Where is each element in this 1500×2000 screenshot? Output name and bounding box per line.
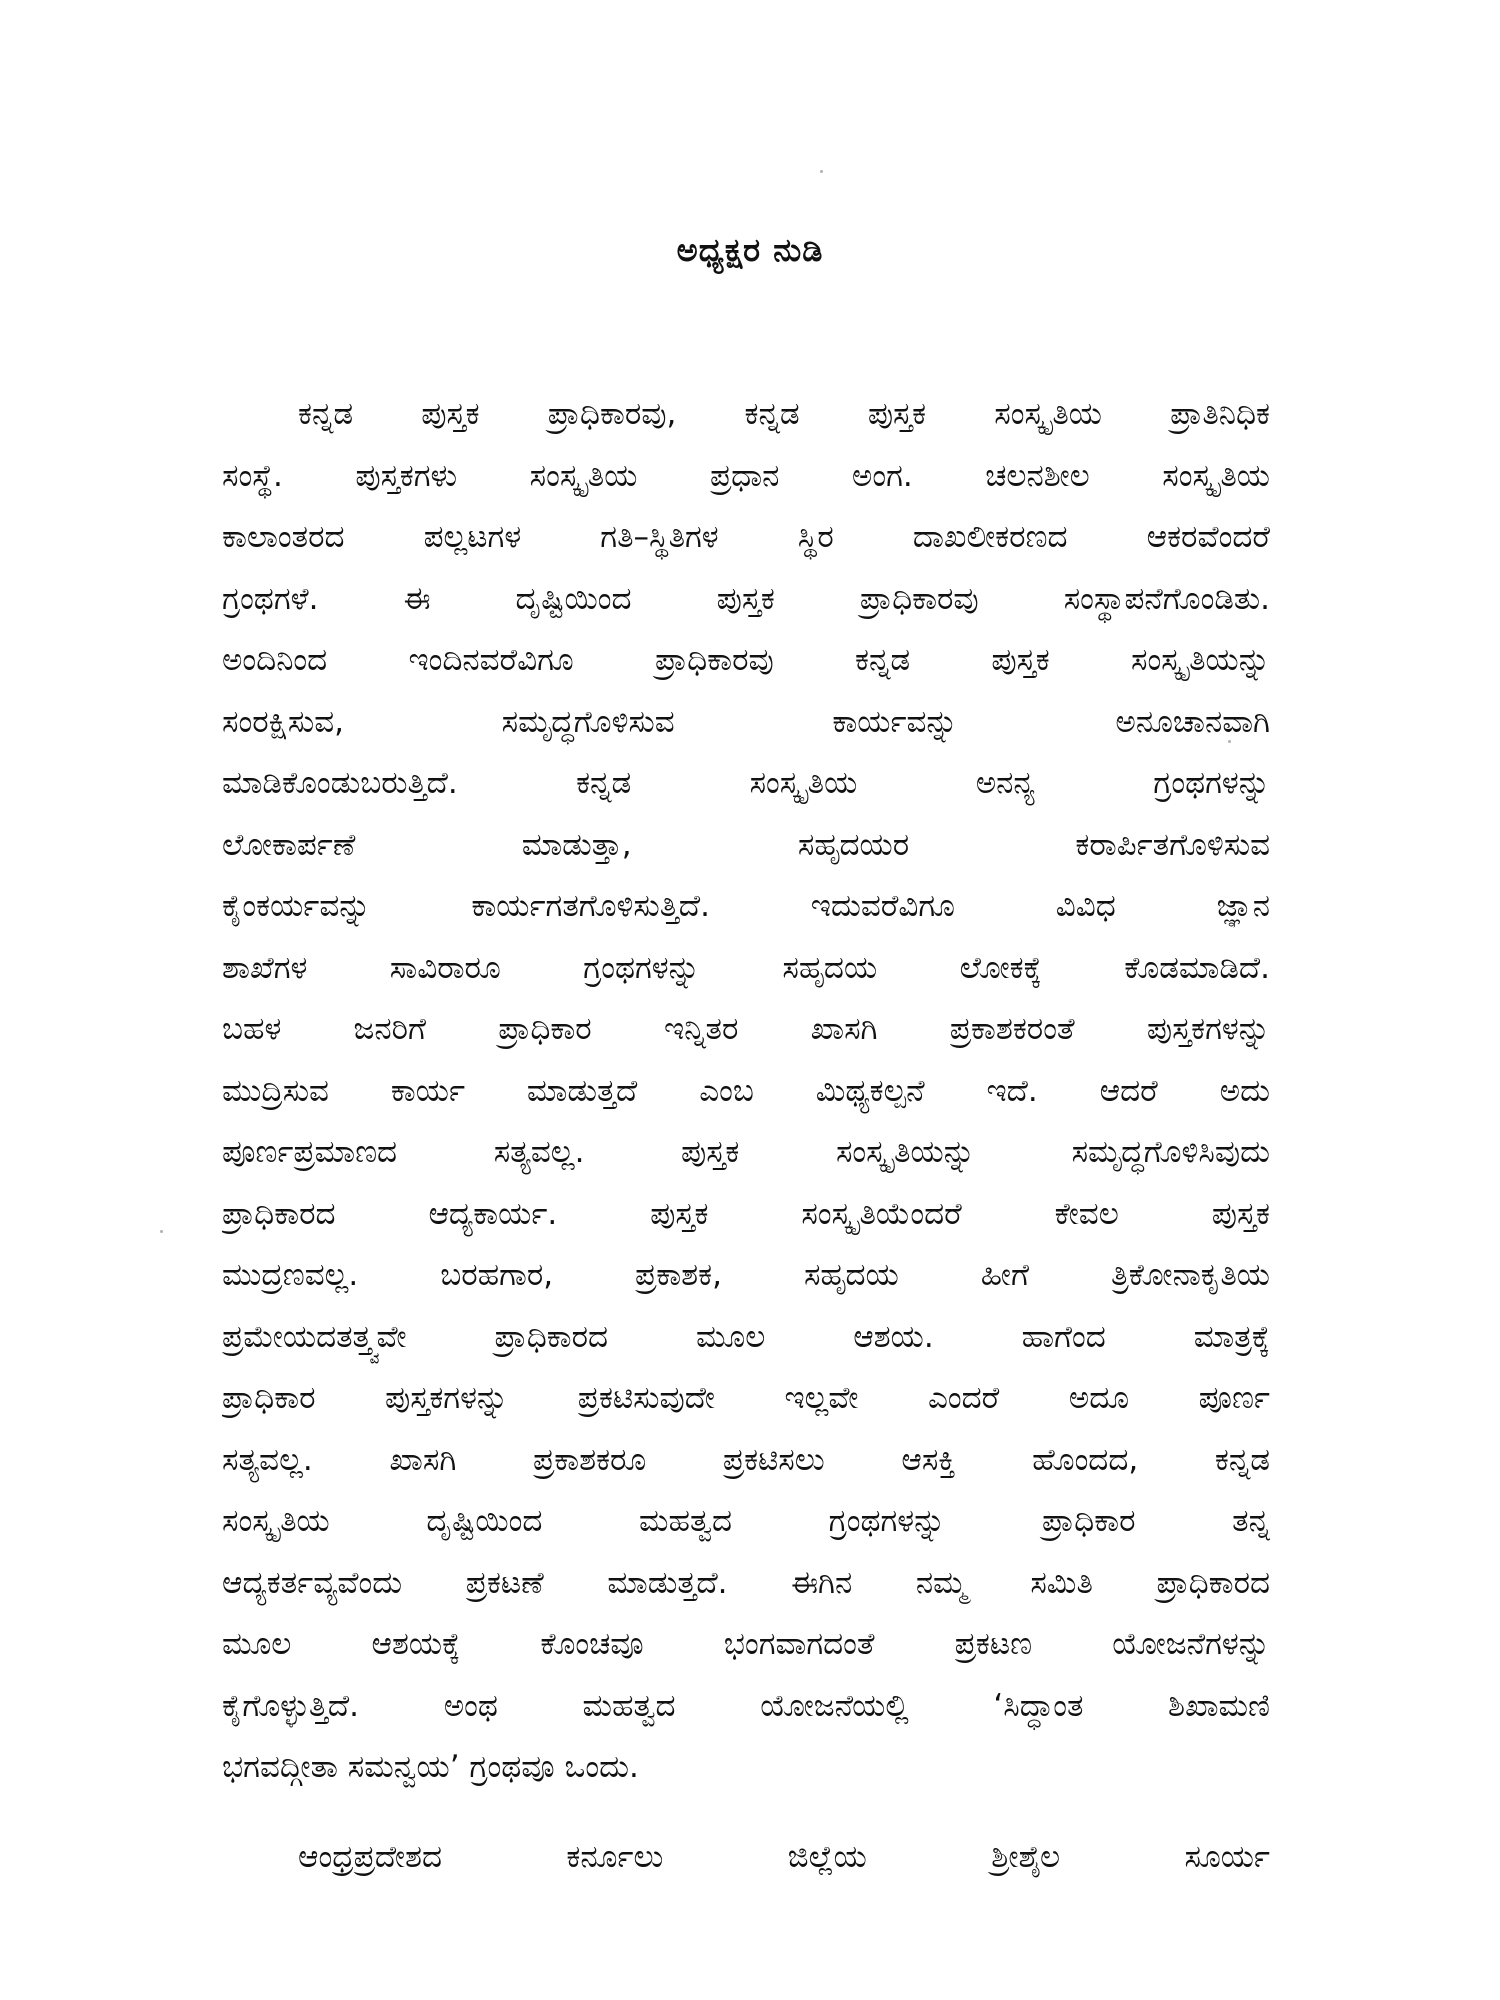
text-line: ಲೋಕಾರ್ಪಣೆ ಮಾಡುತ್ತಾ, ಸಹೃದಯರ ಕರಾರ್ಪಿತಗೊಳಿಸುವ xyxy=(222,826,1270,863)
text-line: ಆಂಧ್ರಪ್ರದೇಶದ ಕರ್ನೂಲು ಜಿಲ್ಲೆಯ ಶ್ರೀಶೈಲ ಸೂರ್ಯ xyxy=(298,1838,1270,1875)
text-line: ಭಗವದ್ಗೀತಾ ಸಮನ್ವಯ’ ಗ್ರಂಥವೂ ಒಂದು. xyxy=(222,1749,639,1785)
text-line: ಸಂಸ್ಕೃತಿಯ ದೃಷ್ಟಿಯಿಂದ ಮಹತ್ವದ ಗ್ರಂಥಗಳನ್ನು ಪ್ರಾಧಿಕಾರ ತನ್ನ xyxy=(222,1503,1270,1539)
page-title: ಅಧ್ಯಕ್ಷರ ನುಡಿ xyxy=(676,231,824,269)
text-line: ಸತ್ಯವಲ್ಲ. ಖಾಸಗಿ ಪ್ರಕಾಶಕರೂ ಪ್ರಕಟಿಸಲು ಆಸಕ್ತಿ ಹೊಂದದ, ಕನ್ನಡ xyxy=(222,1441,1270,1478)
text-line: ಕಾಲಾಂತರದ ಪಲ್ಲಟಗಳ ಗತಿ–ಸ್ಥಿತಿಗಳ ಸ್ಥಿರ ದಾಖಲೀಕರಣದ ಆಕರವೆಂದರೆ xyxy=(222,519,1270,555)
text-line: ಪೂರ್ಣಪ್ರಮಾಣದ ಸತ್ಯವಲ್ಲ. ಪುಸ್ತಕ ಸಂಸ್ಕೃತಿಯನ್ನು ಸಮೃದ್ಧಗೊಳಿಸಿವುದು xyxy=(222,1134,1270,1170)
text-line: ಕೈಂಕರ್ಯವನ್ನು ಕಾರ್ಯಗತಗೊಳಿಸುತ್ತಿದೆ. ಇದುವರೆವಿಗೂ ವಿವಿಧ ಜ್ಞಾನ xyxy=(222,888,1270,924)
text-line: ಕನ್ನಡ ಪುಸ್ತಕ ಪ್ರಾಧಿಕಾರವು, ಕನ್ನಡ ಪುಸ್ತಕ ಸಂಸ್ಕೃತಿಯ ಪ್ರಾತಿನಿಧಿಕ xyxy=(298,396,1270,432)
text-line: ಬಹಳ ಜನರಿಗೆ ಪ್ರಾಧಿಕಾರ ಇನ್ನಿತರ ಖಾಸಗಿ ಪ್ರಕಾಶಕರಂತೆ ಪುಸ್ತಕಗಳನ್ನು xyxy=(222,1011,1270,1047)
body-text xyxy=(222,384,1270,1888)
text-line: ಪ್ರಾಧಿಕಾರದ ಆದ್ಯಕಾರ್ಯ. ಪುಸ್ತಕ ಸಂಸ್ಕೃತಿಯೆಂದರೆ ಕೇವಲ ಪುಸ್ತಕ xyxy=(222,1195,1270,1232)
text-line: ಪ್ರಮೇಯದತತ್ತ್ವವೇ ಪ್ರಾಧಿಕಾರದ ಮೂಲ ಆಶಯ. ಹಾಗೆಂದ ಮಾತ್ರಕ್ಕೆ xyxy=(222,1318,1270,1355)
text-line: ಸಂಸ್ಥೆ. ಪುಸ್ತಕಗಳು ಸಂಸ್ಕೃತಿಯ ಪ್ರಧಾನ ಅಂಗ. ಚಲನಶೀಲ ಸಂಸ್ಕೃತಿಯ xyxy=(222,457,1270,494)
text-line: ಪ್ರಾಧಿಕಾರ ಪುಸ್ತಕಗಳನ್ನು ಪ್ರಕಟಿಸುವುದೇ ಇಲ್ಲವೇ ಎಂದರೆ ಅದೂ ಪೂರ್ಣ xyxy=(222,1380,1270,1416)
text-line: ಗ್ರಂಥಗಳೆ. ಈ ದೃಷ್ಟಿಯಿಂದ ಪುಸ್ತಕ ಪ್ರಾಧಿಕಾರವು ಸಂಸ್ಥಾಪನೆಗೊಂಡಿತು. xyxy=(222,580,1270,617)
text-line: ಮಾಡಿಕೊಂಡುಬರುತ್ತಿದೆ. ಕನ್ನಡ ಸಂಸ್ಕೃತಿಯ ಅನನ್ಯ ಗ್ರಂಥಗಳನ್ನು xyxy=(222,765,1270,801)
scan-speck xyxy=(820,170,823,173)
text-line: ಮುದ್ರಿಸುವ ಕಾರ್ಯ ಮಾಡುತ್ತದೆ ಎಂಬ ಮಿಥ್ಯಕಲ್ಪನೆ ಇದೆ. ಆದರೆ ಅದು xyxy=(222,1072,1270,1109)
text-line: ಸಂರಕ್ಷಿಸುವ, ಸಮೃದ್ಧಗೊಳಿಸುವ ಕಾರ್ಯವನ್ನು ಅನೂಚಾನವಾಗಿ xyxy=(222,703,1270,740)
scan-speck xyxy=(160,1230,163,1233)
text-line: ಕೈಗೊಳ್ಳುತ್ತಿದೆ. ಅಂಥ ಮಹತ್ವದ ಯೋಜನೆಯಲ್ಲಿ ‘ಸಿದ್ಧಾಂತ ಶಿಖಾಮಣಿ xyxy=(222,1687,1270,1724)
text-line: ಅಂದಿನಿಂದ ಇಂದಿನವರೆವಿಗೂ ಪ್ರಾಧಿಕಾರವು ಕನ್ನಡ ಪುಸ್ತಕ ಸಂಸ್ಕೃತಿಯನ್ನು xyxy=(222,642,1270,678)
paragraph-gap xyxy=(222,1799,1270,1827)
text-line: ಶಾಖೆಗಳ ಸಾವಿರಾರೂ ಗ್ರಂಥಗಳನ್ನು ಸಹೃದಯ ಲೋಕಕ್ಕೆ ಕೊಡಮಾಡಿದೆ. xyxy=(222,949,1270,986)
text-line: ಮುದ್ರಣವಲ್ಲ. ಬರಹಗಾರ, ಪ್ರಕಾಶಕ, ಸಹೃದಯ ಹೀಗೆ ತ್ರಿಕೋನಾಕೃತಿಯ xyxy=(222,1257,1270,1293)
text-line: ಆದ್ಯಕರ್ತವ್ಯವೆಂದು ಪ್ರಕಟಣೆ ಮಾಡುತ್ತದೆ. ಈಗಿನ ನಮ್ಮ ಸಮಿತಿ ಪ್ರಾಧಿಕಾರದ xyxy=(222,1564,1270,1601)
text-line: ಮೂಲ ಆಶಯಕ್ಕೆ ಕೊಂಚವೂ ಭಂಗವಾಗದಂತೆ ಪ್ರಕಟಣ ಯೋಜನೆಗಳನ್ನು xyxy=(222,1626,1270,1662)
